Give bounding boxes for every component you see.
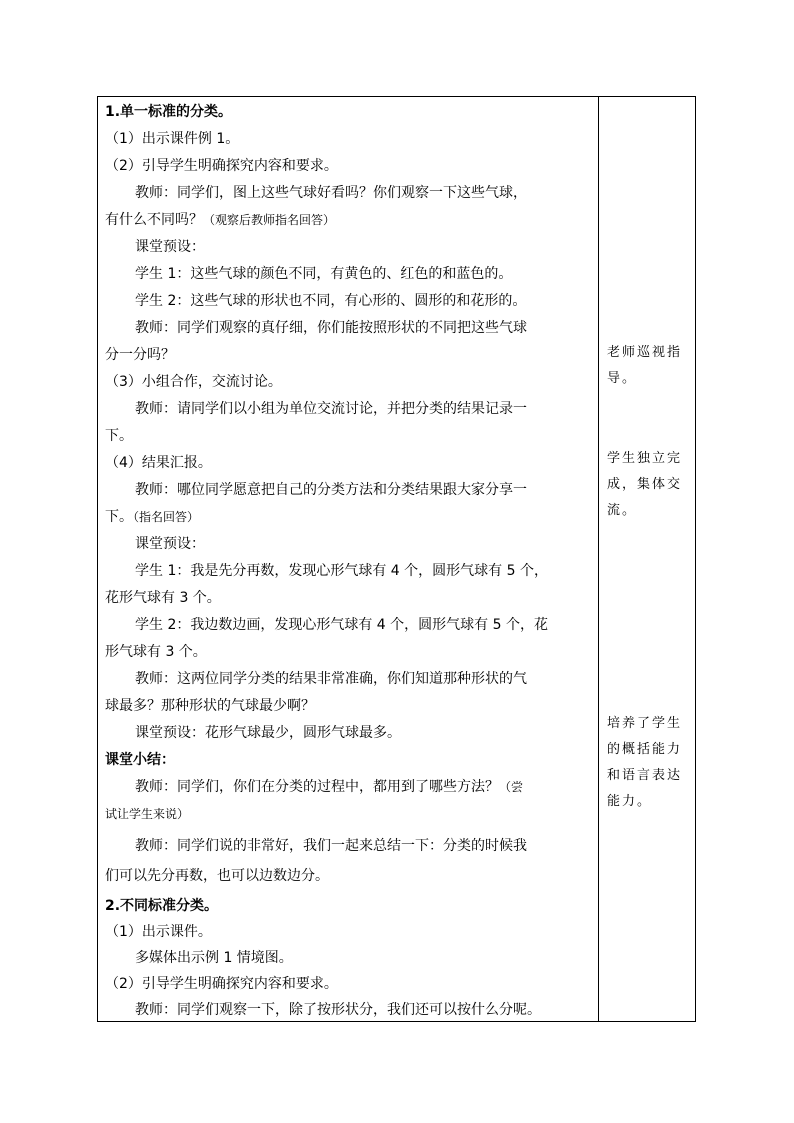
step-line: （2）引导学生明确探究内容和要求。 <box>105 976 338 992</box>
student-answer: 形气球有 3 个。 <box>105 644 207 660</box>
step-line: （4）结果汇报。 <box>105 455 212 471</box>
side-note: 学生独立完成，集体交流。 <box>607 451 683 518</box>
step-line: （1）出示课件。 <box>105 924 212 940</box>
student-answer: 学生 2：我边数边画，发现心形气球有 4 个，圆形气球有 5 个，花 <box>135 617 548 633</box>
annotation-text: 试让学生来说） <box>105 807 190 821</box>
dialogue-text: 有什么不同吗？ <box>105 212 203 228</box>
annotation-text: （尝 <box>499 780 524 794</box>
preset-label: 课堂预设： <box>135 536 205 552</box>
student-answer: 学生 1：这些气球的颜色不同，有黄色的、红色的和蓝色的。 <box>135 266 513 282</box>
student-answer: 学生 1：我是先分再数，发现心形气球有 4 个，圆形气球有 5 个， <box>135 563 548 579</box>
dialogue-line: 教师：同学们说的非常好，我们一起来总结一下：分类的时候我 <box>135 838 527 854</box>
body-line: 多媒体出示例 1 情境图。 <box>135 950 293 966</box>
step-line: （3）小组合作，交流讨论。 <box>105 374 282 390</box>
dialogue-text: 下。 <box>105 509 133 525</box>
summary-heading: 课堂小结： <box>105 752 175 768</box>
dialogue-line: 教师：同学们观察的真仔细，你们能按照形状的不同把这些气球 <box>135 320 527 336</box>
annotation-text: （指名回答） <box>133 510 200 524</box>
dialogue-line <box>135 778 523 796</box>
dialogue-text: 教师：同学们，你们在分类的过程中，都用到了哪些方法？ <box>135 779 499 795</box>
side-note: 老师巡视指导。 <box>607 345 683 386</box>
dialogue-line <box>105 211 335 229</box>
step-line: （1）出示课件例 1。 <box>105 131 240 147</box>
dialogue-line: 教师：这两位同学分类的结果非常准确，你们知道那种形状的气 <box>135 671 527 687</box>
section-heading: 1.单一标准的分类。 <box>105 104 233 120</box>
dialogue-line: 教师：同学们观察一下，除了按形状分，我们还可以按什么分呢。 <box>135 1002 541 1018</box>
dialogue-line <box>105 508 199 526</box>
student-answer: 学生 2：这些气球的形状也不同，有心形的、圆形的和花形的。 <box>135 293 527 309</box>
step-line: （2）引导学生明确探究内容和要求。 <box>105 158 338 174</box>
student-answer: 花形气球有 3 个。 <box>105 590 221 606</box>
dialogue-line: 们可以先分再数，也可以边数边分。 <box>105 868 329 884</box>
dialogue-line: 教师：请同学们以小组为单位交流讨论，并把分类的结果记录一 <box>135 401 527 417</box>
dialogue-line: 下。 <box>105 428 133 444</box>
preset-answer: 课堂预设：花形气球最少，圆形气球最多。 <box>135 725 401 741</box>
side-note: 培养了学生的概括能力和语言表达能力。 <box>607 716 683 809</box>
lesson-table <box>97 96 696 1022</box>
design-intent-column <box>599 97 695 1021</box>
preset-label: 课堂预设： <box>135 239 205 255</box>
dialogue-line: 分一分吗？ <box>105 347 175 363</box>
section-heading: 2.不同标准分类。 <box>105 898 219 914</box>
teaching-process-column <box>98 97 598 1021</box>
annotation-text: （观察后教师指名回答） <box>203 213 336 227</box>
dialogue-line: 球最多？那种形状的气球最少啊？ <box>105 698 315 714</box>
dialogue-line: 教师：哪位同学愿意把自己的分类方法和分类结果跟大家分享一 <box>135 482 527 498</box>
dialogue-line: 教师：同学们，图上这些气球好看吗？你们观察一下这些气球， <box>135 185 527 201</box>
